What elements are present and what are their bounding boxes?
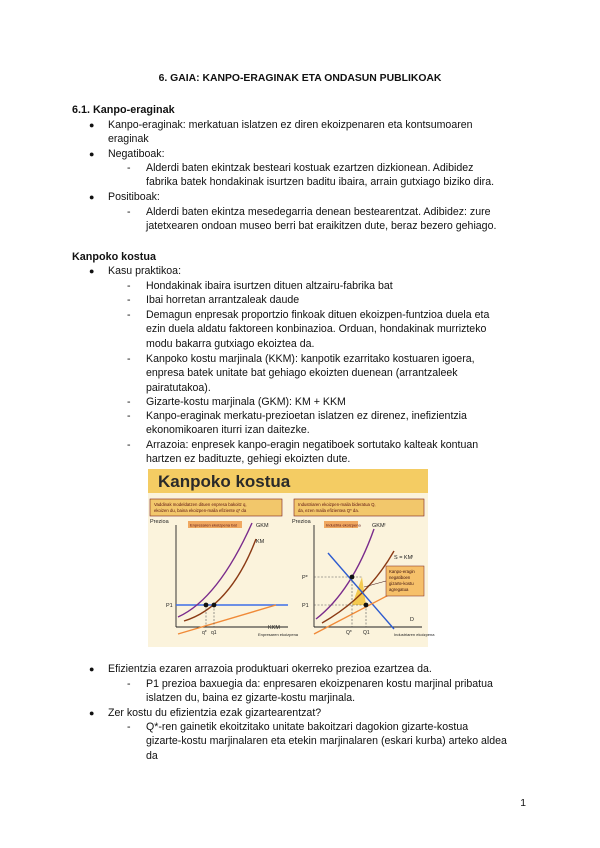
page-title: 6. GAIA: KANPO-ERAGINAK ETA ONDASUN PUBLIKOAK bbox=[158, 73, 442, 84]
note-line: Kanpo-eragin bbox=[389, 569, 415, 574]
right-panel-box-label: Industria ekoizpena bbox=[326, 522, 361, 528]
dash-marker: - bbox=[127, 353, 131, 365]
sub-list-item: Arrazoia: enpresek kanpo-eragin negatiboek sortutako kalteak kontuan hartzen ez badituzte, gehiegi ekoizten dute. bbox=[146, 439, 479, 466]
list-item: Positiboak: bbox=[108, 191, 160, 203]
bullet-icon: ● bbox=[89, 192, 95, 202]
p1-label: P1 bbox=[166, 603, 173, 609]
efficient-point bbox=[204, 603, 209, 608]
sub-list-item: Kanpo-eraginak merkatu-prezioetan islatzen ez direnez, inefizientzia ekonomikoaren iturri izan daitezke. bbox=[146, 410, 467, 437]
bullet-icon: ● bbox=[89, 266, 95, 276]
sub-list-item: Gizarte-kostu marjinala (GKM): KM + KKM bbox=[146, 396, 346, 408]
qstar-label: q* bbox=[202, 630, 207, 636]
dash-marker: - bbox=[127, 439, 131, 451]
market-point bbox=[364, 603, 369, 608]
list-item: Kasu praktikoa: bbox=[108, 265, 182, 277]
sub-list-item: P1 prezioa baxuegia da: enpresaren ekoizpenaren kostu marjinal pribatua islatzen du, baina ez gizarte-kostu marjinala. bbox=[146, 678, 493, 705]
y-axis-label: Prezioa bbox=[150, 519, 169, 525]
sub-list-item: Alderdi baten ekintzak besteari kostuak ezartzen dizkionean. Adibidez fabrika batek hondakinak isurtzen baditu ibaira, arrain gutxiago biziko dira. bbox=[146, 162, 495, 189]
km-label: KM bbox=[256, 539, 265, 545]
dash-marker: - bbox=[127, 396, 131, 408]
left-caption-line: Vaddinak modeldatzen dituen enpresa bakoitz q, bbox=[154, 502, 247, 507]
right-caption-line: Industriaren ekoizpen-maila bideratua Q, bbox=[298, 502, 376, 507]
market-point bbox=[212, 603, 217, 608]
dash-marker: - bbox=[127, 410, 131, 422]
x-axis-label: Industriaren ekoizpena bbox=[394, 632, 435, 637]
dash-marker: - bbox=[127, 294, 131, 306]
left-caption-line: ekoizen du, baina ekoizpen-maila efiziente q* da bbox=[154, 508, 247, 513]
gkm-industry-label: GKMᴵ bbox=[372, 523, 386, 529]
Q1-label: Q1 bbox=[363, 630, 370, 636]
list-item: Efizientzia ezaren arrazoia produktuari okerreko prezioa ezartzea da. bbox=[108, 663, 432, 675]
sub-list-item: Q*-ren gainetik ekoitzitako unitate bakoitzari dagokion gizarte-kostua gizarte-kostu marjinalaren eta etekin marjinalaren (eskari kurba) arteko aldea da bbox=[146, 721, 507, 762]
sub-list-item: Kanpoko kostu marjinala (KKM): kanpotik ezarritako kostuaren igoera, enpresa batek unitate bat gehiago ekoizten duenean (arrantzaleek pairatutakoa). bbox=[146, 353, 475, 394]
page-number: 1 bbox=[520, 798, 526, 809]
note-line: agregatua bbox=[389, 587, 409, 592]
dash-marker: - bbox=[127, 280, 131, 292]
sub-list-item: Alderdi baten ekintza mesedegarria denean bestearentzat. Adibidez: zure jatetxearen ondoan museo berri bat eraikitzen dute, beraz bezero gehiago. bbox=[146, 206, 497, 233]
list-item: Negatiboak: bbox=[108, 148, 165, 160]
gkm-label: GKM bbox=[256, 523, 269, 529]
figure-banner-title: Kanpoko kostua bbox=[158, 472, 291, 491]
pstar-label: P* bbox=[302, 575, 308, 581]
list-item: Zer kostu du efizientzia ezak gizartearentzat? bbox=[108, 707, 322, 719]
note-line: gizarte-kostu bbox=[389, 581, 414, 586]
section-heading-kanpoko-kostua: Kanpoko kostua bbox=[72, 251, 156, 263]
bullet-icon: ● bbox=[89, 664, 95, 674]
dash-marker: - bbox=[127, 206, 131, 218]
right-caption-line: da, ezen maila efizientea Q* da. bbox=[298, 508, 359, 513]
kanpoko-kostua-figure bbox=[148, 469, 435, 647]
x-axis-label: Enpresaren ekoizpena bbox=[258, 632, 299, 637]
bullet-icon: ● bbox=[89, 708, 95, 718]
dash-marker: - bbox=[127, 309, 131, 321]
sub-list-item: Demagun enpresak proportzio finkoak dituen ekoizpen-funtzioa duela eta ezin duela aldatu faktoreen konbinazioa. Orduan, hondakinak murrizteko modu bakarra gutxiago ekoiztea da. bbox=[146, 309, 490, 350]
efficient-point bbox=[350, 575, 355, 580]
supply-label: S = KMᴵ bbox=[394, 555, 414, 561]
list-item: Kanpo-eraginak: merkatuan islatzen ez diren ekoizpenaren eta kontsumoaren eraginak bbox=[108, 119, 473, 146]
y-axis-label: Prezioa bbox=[292, 519, 311, 525]
dash-marker: - bbox=[127, 162, 131, 174]
q1-label: q1 bbox=[211, 630, 217, 636]
p1-label: P1 bbox=[302, 603, 309, 609]
Qstar-label: Q* bbox=[346, 630, 352, 636]
dash-marker: - bbox=[127, 678, 131, 690]
sub-list-item: Hondakinak ibaira isurtzen dituen altzairu-fabrika bat bbox=[146, 280, 393, 292]
dash-marker: - bbox=[127, 721, 131, 733]
left-panel-box-label: Enpresaren ekoizpena bat bbox=[190, 522, 237, 528]
sub-list-item: Ibai horretan arrantzaleak daude bbox=[146, 294, 300, 306]
bullet-icon: ● bbox=[89, 120, 95, 130]
kkm-label: KKM bbox=[268, 625, 280, 631]
bullet-icon: ● bbox=[89, 149, 95, 159]
section-heading-kanpo-eraginak: 6.1. Kanpo-eraginak bbox=[72, 104, 175, 116]
note-line: negatiboen bbox=[389, 575, 411, 580]
demand-label: D bbox=[410, 617, 414, 623]
